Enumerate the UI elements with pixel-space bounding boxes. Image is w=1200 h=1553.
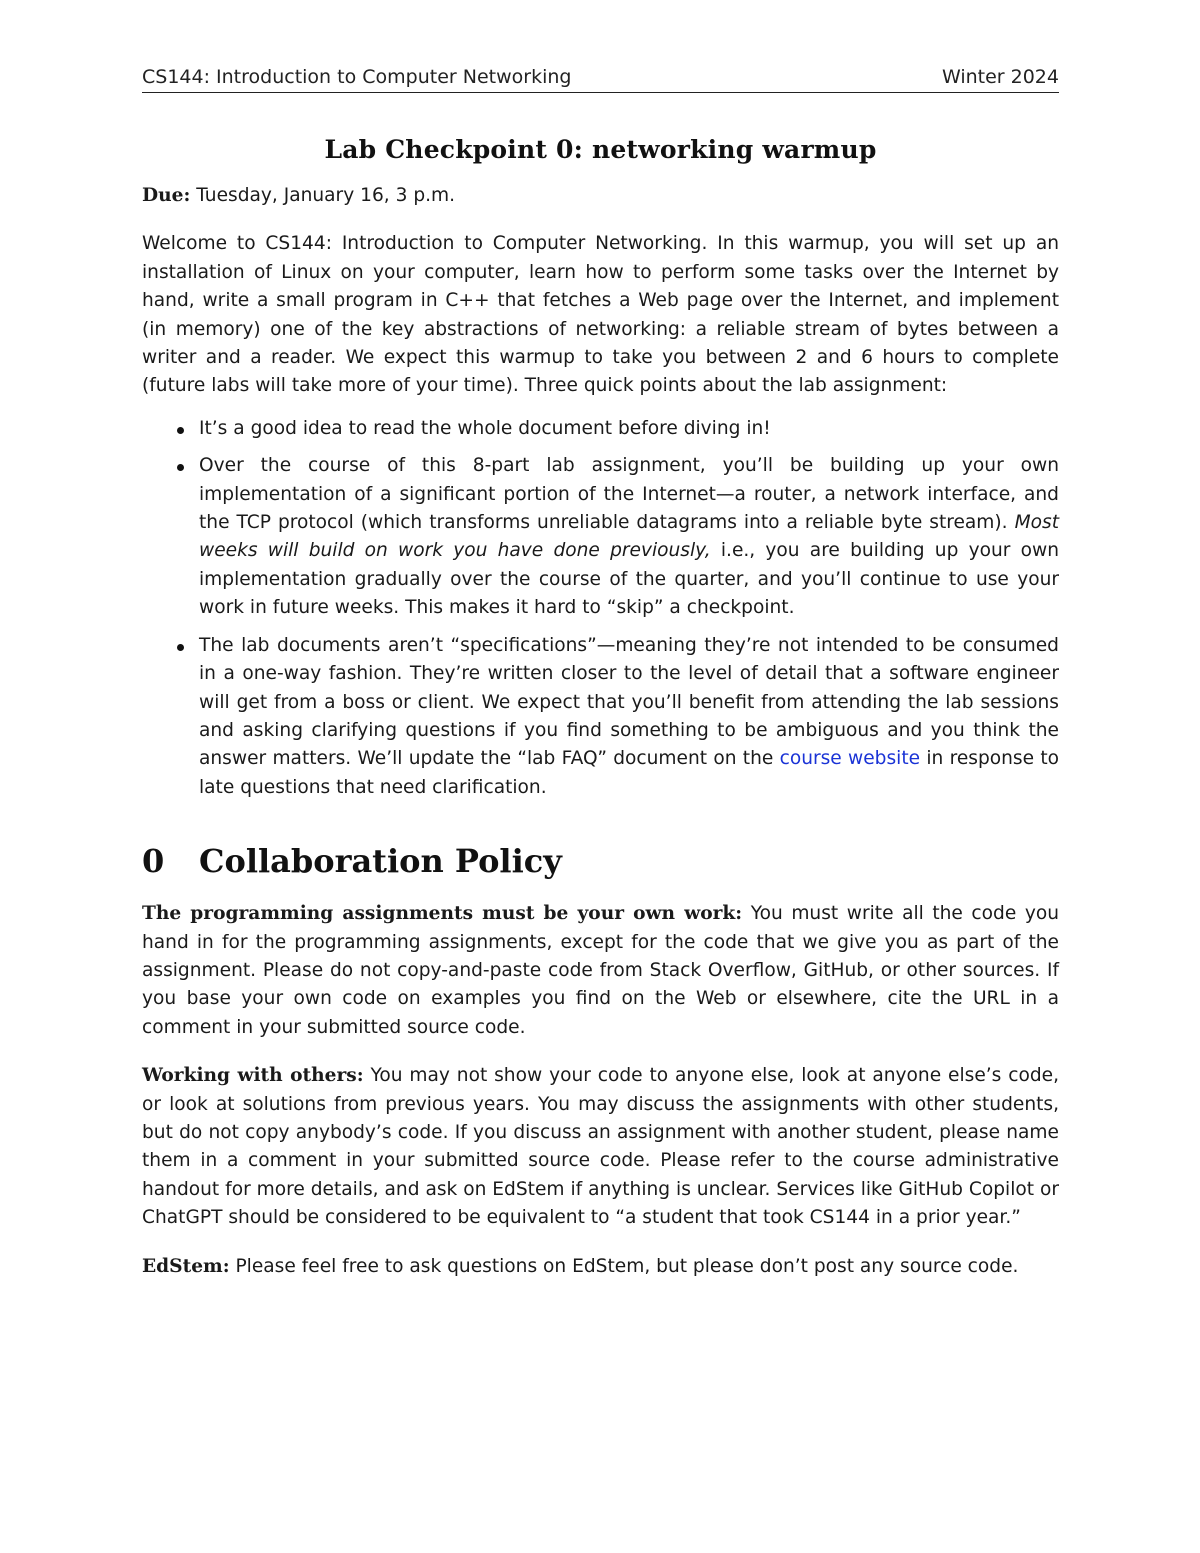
- point-2-text-continued: i.e., you are building up your own implementation gradually over the course of the quarter, and you’ll continue to use your work in future weeks. This makes it hard to “skip” a checkpoint.: [199, 540, 1060, 619]
- edstem-paragraph: [142, 1253, 1059, 1281]
- edstem-label: EdStem:: [142, 1255, 230, 1277]
- point-2-text: Over the course of this 8-part lab assignment, you’ll be building up your own implementation of a significant portion of the Internet—a router, a network interface, and the TCP protocol (which transforms unreliable datagrams into a reliable byte stream).: [199, 455, 1059, 534]
- edstem-text: Please feel free to ask questions on EdStem, but please don’t post any source code.: [229, 1255, 1019, 1277]
- intro-paragraph: Welcome to CS144: Introduction to Computer Networking. In this warmup, you will set up an installation of Linux on your computer, learn how to perform some tasks over the Internet by hand, write a small program in C++ that fetches a Web page over the Internet, and implement (in memory) one of the key abstractions of networking: a reliable stream of bytes between a writer and a reader. We expect this warmup to take you between 2 and 6 hours to complete (future labs will take more of your time). Three quick points about the lab assignment:: [142, 233, 1059, 397]
- course-name: CS144: Introduction to Computer Networking: [142, 66, 572, 88]
- section-title: Collaboration Policy: [199, 842, 562, 881]
- section-heading: [142, 842, 1059, 880]
- working-with-others-text: You may not show your code to anyone else, look at anyone else’s code, or look at solutions from previous years. You may discuss the assignments with other students, but do not copy anybody’s code. If you discuss an assignment with another student, please name them in a comment in your submitted source code. Please refer to the course administrative handout for more details, and ask on EdStem if anything is unclear. Services like GitHub Copilot or ChatGPT should be considered to be equivalent to “a student that took CS144 in a prior year.”: [142, 1065, 1059, 1229]
- due-label: Due:: [142, 185, 191, 206]
- own-work-text: You must write all the code you hand in for the programming assignments, except for the code that we give you as part of the assignment. Please do not copy-and-paste code from Stack Overflow, GitHub, or other sources. If you base your own code on examples you find on the Web or elsewhere, cite the URL in a comment in your submitted source code.: [142, 903, 1059, 1038]
- own-work-label: The programming assignments must be your own work:: [142, 903, 743, 925]
- list-item: [199, 632, 1059, 802]
- point-1-text: It’s a good idea to read the whole document before diving in!: [199, 417, 771, 439]
- due-line: [142, 182, 1059, 210]
- document-page: [142, 66, 1059, 1301]
- key-points-list: [142, 415, 1059, 802]
- point-3-text: The lab documents aren’t “specifications”—meaning they’re not intended to be consumed in a one-way fashion. They’re written closer to the level of detail that a software engineer will get from a boss or client. We expect that you’ll benefit from attending the lab sessions and asking clarifying questions if you find something to be ambiguous and you think the answer matters. We’ll update the “lab FAQ” document on the: [199, 634, 1059, 770]
- list-item: [199, 452, 1059, 622]
- due-value: Tuesday, January 16, 3 p.m.: [190, 185, 456, 206]
- own-work-paragraph: [142, 900, 1059, 1042]
- point-3-text-continued: in response to late questions that need clarification.: [199, 748, 1060, 798]
- section-number: 0: [142, 842, 165, 881]
- list-item: [199, 415, 1059, 443]
- term: Winter 2024: [941, 66, 1059, 88]
- working-with-others-paragraph: [142, 1062, 1059, 1232]
- point-2-emphasis: Most weeks will build on work you have done previously,: [199, 512, 1059, 562]
- document-title: Lab Checkpoint 0: networking warmup: [324, 135, 877, 164]
- course-website-link[interactable]: course website: [779, 748, 921, 770]
- running-header: [142, 66, 1059, 93]
- working-with-others-label: Working with others:: [142, 1065, 364, 1087]
